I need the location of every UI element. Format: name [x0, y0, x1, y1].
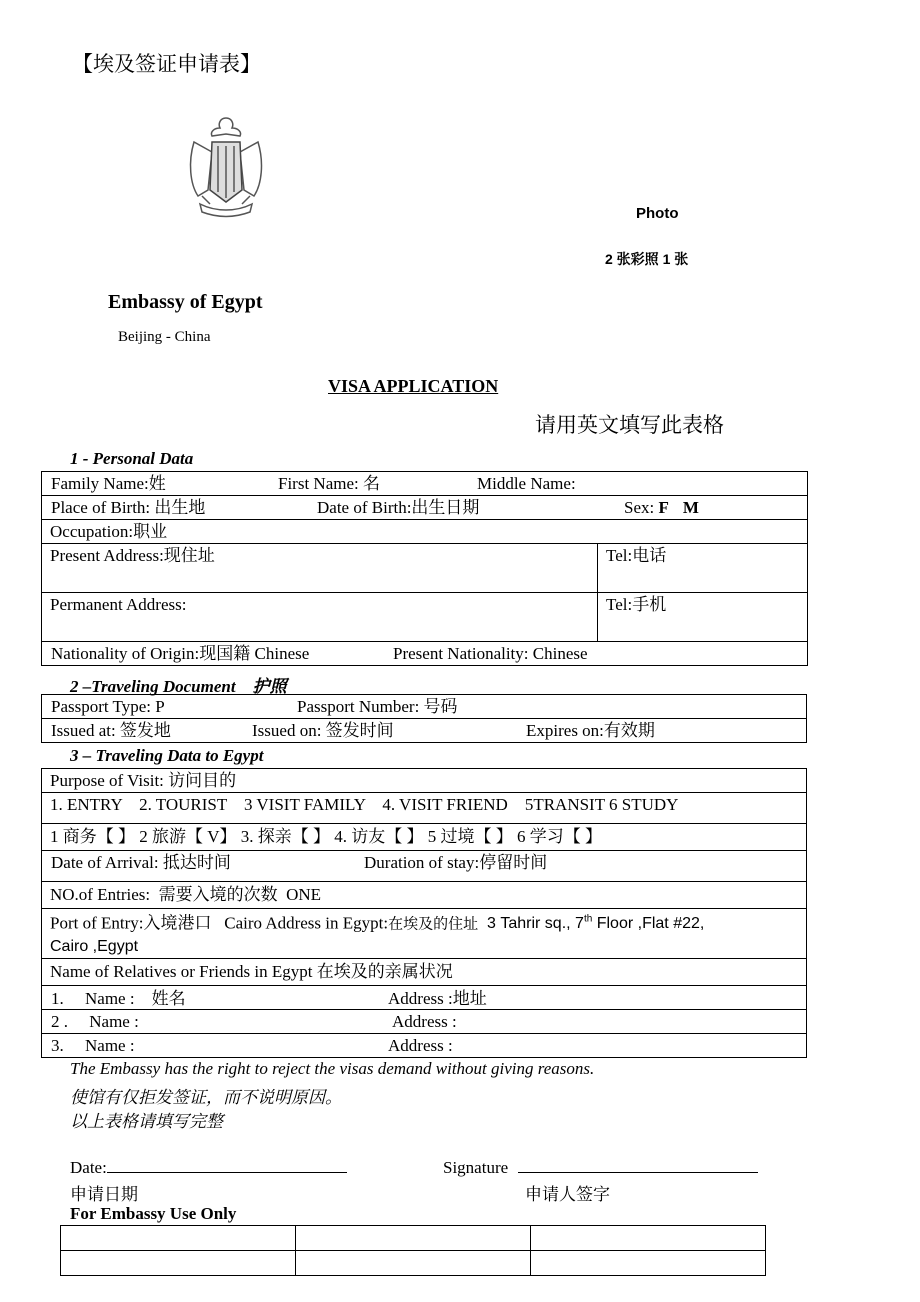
signature-field[interactable] — [443, 1156, 758, 1178]
sex-option-m[interactable]: M — [682, 498, 699, 517]
section-personal-data: 1 - Personal Data — [70, 449, 194, 468]
issued-on-field[interactable]: Issued on: 签发时间 — [252, 721, 394, 740]
tel-phone-field[interactable]: Tel:电话 — [606, 546, 667, 565]
table-row — [42, 520, 808, 544]
photo-note: 2 张彩照 1 张 — [605, 251, 689, 267]
address-part-b: Floor ,Flat #22, — [592, 915, 705, 933]
office-cell[interactable] — [531, 1226, 766, 1251]
present-address-field[interactable]: Present Address:现住址 — [50, 546, 215, 565]
table-row — [42, 472, 808, 496]
passport-number-field[interactable]: Passport Number: 号码 — [297, 697, 458, 716]
traveling-data-table — [41, 768, 807, 1058]
fill-instruction: 请用英文填写此表格 — [535, 413, 724, 437]
section-traveling-document: 2 –Traveling Document 护照 — [70, 677, 287, 696]
office-cell[interactable] — [61, 1251, 296, 1276]
purpose-of-visit-field[interactable]: Purpose of Visit: 访问目的 — [50, 771, 237, 790]
table-row — [42, 793, 807, 824]
first-name-field[interactable]: First Name: 名 — [278, 474, 380, 493]
relative-2-name-field[interactable]: 2 . Name : — [51, 1012, 139, 1032]
relative-3-name-field[interactable]: 3. Name : — [51, 1036, 135, 1056]
signature-cn-label: 申请人签字 — [525, 1185, 610, 1204]
personal-data-table — [41, 471, 808, 666]
relative-3-address-field[interactable]: Address : — [388, 1036, 453, 1056]
table-row — [42, 695, 807, 719]
visit-options-en: 1. ENTRY 2. TOURIST 3 VISIT FAMILY 4. VISIT FRIEND 5TRANSIT 6 STUDY — [50, 795, 679, 814]
sex-field[interactable] — [624, 496, 699, 519]
present-nationality-field[interactable]: Present Nationality: Chinese — [393, 644, 588, 663]
complete-notice-cn: 以上表格请填写完整 — [70, 1112, 223, 1131]
cairo-address-cn-label: 在埃及的住址 — [388, 916, 479, 933]
table-row — [42, 1010, 807, 1034]
port-of-entry-field[interactable]: Port of Entry:入境港口 Cairo Address in Egypt: — [50, 913, 389, 933]
table-row — [42, 1034, 807, 1058]
date-of-arrival-field[interactable]: Date of Arrival: 抵达时间 — [51, 853, 231, 872]
cairo-address-line2[interactable]: Cairo ,Egypt — [50, 938, 139, 956]
table-row — [42, 769, 807, 793]
document-title: 【埃及签证申请表】 — [72, 52, 261, 76]
number-of-entries-field[interactable]: NO.of Entries: 需要入境的次数 ONE — [50, 885, 322, 904]
embassy-use-table — [60, 1225, 766, 1276]
relatives-heading: Name of Relatives or Friends in Egypt 在埃及的亲属状况 — [50, 962, 453, 982]
traveling-document-table — [41, 694, 807, 743]
date-cn-label: 申请日期 — [70, 1185, 138, 1204]
table-row — [61, 1226, 766, 1251]
permanent-address-field[interactable]: Permanent Address: — [50, 595, 187, 614]
signature-label: Signature — [443, 1158, 509, 1177]
egypt-eagle-emblem — [180, 112, 272, 220]
table-row — [42, 959, 807, 986]
cairo-address-line1[interactable] — [478, 915, 704, 932]
sex-option-f[interactable]: F — [658, 498, 669, 517]
passport-type-field[interactable]: Passport Type: P — [51, 697, 165, 716]
table-row — [42, 544, 808, 593]
occupation-field[interactable]: Occupation:职业 — [50, 522, 168, 541]
table-row — [42, 824, 807, 851]
sex-label: Sex: — [624, 498, 659, 517]
place-of-birth-field[interactable]: Place of Birth: 出生地 — [51, 498, 206, 517]
table-row — [42, 642, 808, 666]
photo-label: Photo — [636, 205, 679, 222]
reject-notice-en: The Embassy has the right to reject the visas demand without giving reasons. — [70, 1059, 595, 1078]
relative-2-address-field[interactable]: Address : — [392, 1012, 457, 1032]
table-row — [61, 1251, 766, 1276]
middle-name-field[interactable]: Middle Name: — [477, 474, 576, 493]
relative-1-name-field[interactable]: 1. Name : 姓名 — [51, 989, 186, 1009]
family-name-field[interactable]: Family Name:姓 — [51, 474, 166, 493]
nationality-origin-field[interactable]: Nationality of Origin:现国籍 Chinese — [51, 644, 310, 663]
address-part-a: 3 Tahrir sq., 7 — [478, 915, 584, 933]
tel-mobile-field[interactable]: Tel:手机 — [606, 595, 667, 614]
issued-at-field[interactable]: Issued at: 签发地 — [51, 721, 171, 740]
table-row — [42, 909, 807, 959]
table-row — [42, 851, 807, 882]
relative-1-address-field[interactable]: Address :地址 — [388, 989, 487, 1009]
embassy-city: Beijing - China — [118, 329, 211, 345]
table-row — [42, 496, 808, 520]
date-line[interactable] — [107, 1156, 347, 1173]
table-row — [42, 986, 807, 1010]
table-row — [42, 882, 807, 909]
visit-options-cn[interactable]: 1 商务【 】 2 旅游【 V】 3. 探亲【 】 4. 访友【 】 5 过境【 】 6 学习【 】 — [50, 827, 603, 846]
office-cell[interactable] — [296, 1226, 531, 1251]
date-label: Date: — [70, 1158, 107, 1177]
expires-on-field[interactable]: Expires on:有效期 — [526, 721, 655, 740]
signature-line[interactable] — [518, 1156, 758, 1173]
embassy-name: Embassy of Egypt — [108, 291, 263, 313]
office-cell[interactable] — [296, 1251, 531, 1276]
office-cell[interactable] — [61, 1226, 296, 1251]
office-cell[interactable] — [531, 1251, 766, 1276]
embassy-use-heading: For Embassy Use Only — [70, 1204, 237, 1223]
reject-notice-cn: 使馆有仅拒发签证，而不说明原因。 — [70, 1088, 342, 1107]
duration-of-stay-field[interactable]: Duration of stay:停留时间 — [364, 853, 548, 872]
date-field[interactable] — [70, 1156, 347, 1178]
table-row — [42, 593, 808, 642]
section-traveling-data: 3 – Traveling Data to Egypt — [70, 746, 264, 765]
table-row — [42, 719, 807, 743]
date-of-birth-field[interactable]: Date of Birth:出生日期 — [317, 498, 480, 517]
address-sup: th — [583, 914, 593, 925]
form-title: VISA APPLICATION — [328, 376, 499, 396]
